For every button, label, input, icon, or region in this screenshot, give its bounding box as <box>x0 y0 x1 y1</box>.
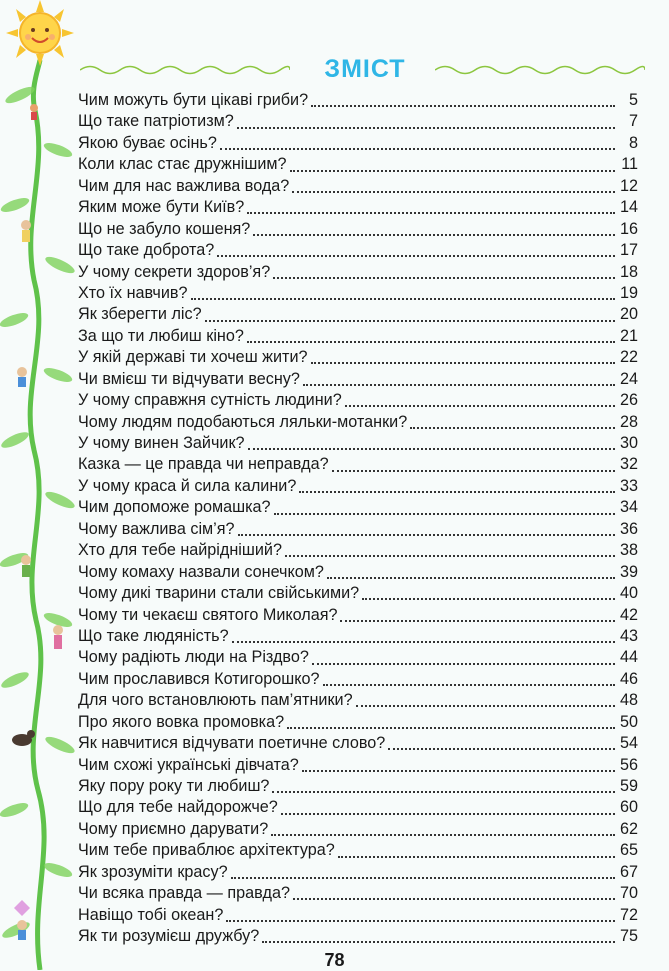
toc-entry-title: Що не забуло кошеня? <box>78 219 251 238</box>
toc-entry-page: 16 <box>619 219 638 238</box>
toc-entry-title: У чому секрети здоров’я? <box>78 262 271 281</box>
leader-dots <box>274 512 615 515</box>
toc-entry-page: 56 <box>619 755 638 774</box>
toc-entry[interactable] <box>78 304 638 325</box>
leader-dots <box>410 426 615 429</box>
leader-dots <box>253 233 615 236</box>
toc-entry[interactable] <box>78 647 638 668</box>
leader-dots <box>262 940 615 943</box>
toc-entry-page: 44 <box>619 648 638 667</box>
toc-header <box>80 55 655 85</box>
toc-entry-page: 42 <box>619 605 638 624</box>
toc-entry-page: 5 <box>628 91 638 109</box>
page-title: ЗМІСТ <box>324 55 406 83</box>
toc-entry-page: 60 <box>619 798 638 817</box>
toc-entry-page: 22 <box>619 348 638 367</box>
leader-dots <box>388 747 615 750</box>
leader-dots <box>332 469 615 472</box>
toc-entry[interactable] <box>78 776 638 797</box>
toc-entry[interactable] <box>78 690 638 711</box>
leader-dots <box>293 897 615 900</box>
toc-entry[interactable] <box>78 347 638 368</box>
header-ornament-left <box>80 63 290 77</box>
toc-entry-page: 34 <box>619 498 638 517</box>
toc-entry[interactable] <box>78 90 638 111</box>
leader-dots <box>290 169 615 172</box>
toc-entry-page: 39 <box>619 562 638 581</box>
toc-entry-title: Як навчитися відчувати поетичне слово? <box>78 734 386 753</box>
toc-entry-page: 14 <box>619 198 638 217</box>
toc-entry-title: Чим допоможе ромашка? <box>78 498 271 517</box>
leader-dots <box>191 297 615 300</box>
toc-entry-title: Казка — це правда чи неправда? <box>78 455 329 474</box>
toc-entry[interactable] <box>78 197 638 218</box>
toc-entry-page: 40 <box>619 584 638 603</box>
toc-entry[interactable] <box>78 519 638 540</box>
toc-entry-title: Чому ти чекаєш святого Миколая? <box>78 605 338 624</box>
toc-entry[interactable] <box>78 133 638 154</box>
toc-entry-title: У чому справжня сутність людини? <box>78 391 342 410</box>
toc-entry[interactable] <box>78 476 638 497</box>
toc-entry[interactable] <box>78 454 638 475</box>
toc-entry-title: Хто для тебе найрідніший? <box>78 541 282 560</box>
toc-entry-page: 7 <box>628 112 638 131</box>
child-figure-icon <box>53 625 63 649</box>
toc-entry[interactable] <box>78 605 638 626</box>
child-figure-icon <box>17 367 27 387</box>
toc-entry-title: Яку пору року ти любиш? <box>78 777 270 795</box>
toc-entry-page: 28 <box>619 412 638 431</box>
leader-dots <box>323 683 615 686</box>
leader-dots <box>340 619 615 622</box>
toc-entry[interactable] <box>78 154 638 175</box>
toc-entry-title: Що таке доброта? <box>78 241 215 260</box>
leader-dots <box>237 126 615 129</box>
leader-dots <box>327 576 615 579</box>
toc-entry-page: 65 <box>619 841 638 860</box>
toc-entry-page: 21 <box>619 326 638 345</box>
toc-entry-page: 70 <box>619 884 638 903</box>
toc-entry-title: Чому важлива сім’я? <box>78 519 235 538</box>
toc-entry-page: 62 <box>619 819 638 838</box>
leader-dots <box>287 726 615 729</box>
toc-entry[interactable] <box>78 562 638 583</box>
leader-dots <box>248 447 615 450</box>
beanstalk-vine-icon <box>0 0 80 970</box>
toc-entry-page: 72 <box>619 905 638 924</box>
toc-entry-page: 11 <box>621 155 638 174</box>
toc-entry-page: 33 <box>619 476 638 495</box>
toc-entry-title: У чому винен Зайчик? <box>78 434 245 452</box>
toc-entry-title: Що таке патріотизм? <box>78 112 234 131</box>
toc-entry[interactable] <box>78 583 638 604</box>
toc-entry-title: За що ти любиш кіно? <box>78 326 244 345</box>
leader-dots <box>292 190 615 193</box>
toc-entry-title: Чим прославився Котигорошко? <box>78 669 320 688</box>
leader-dots <box>226 919 615 922</box>
leader-dots <box>205 319 615 322</box>
toc-entry-page: 30 <box>619 434 638 452</box>
toc-entry-title: Як ти розумієш дружбу? <box>78 927 260 946</box>
toc-entry[interactable] <box>78 905 638 926</box>
toc-entry-page: 24 <box>619 369 638 388</box>
toc-entry-page: 54 <box>619 734 638 753</box>
toc-entry-title: Коли клас стає дружнішим? <box>78 155 287 174</box>
toc-entry[interactable] <box>78 755 638 776</box>
toc-entry[interactable] <box>78 412 638 433</box>
sun-icon <box>0 0 80 70</box>
toc-entry[interactable] <box>78 262 638 283</box>
table-of-contents <box>78 90 638 948</box>
toc-entry[interactable] <box>78 497 638 518</box>
toc-entry-title: Чому людям подобаються ляльки-мотанки? <box>78 412 408 431</box>
toc-entry-title: Навіщо тобі океан? <box>78 905 224 924</box>
leader-dots <box>220 147 615 150</box>
toc-entry-title: Чи вмієш ти відчувати весну? <box>78 369 300 388</box>
toc-entry[interactable] <box>78 219 638 240</box>
toc-entry[interactable] <box>78 540 638 561</box>
toc-entry[interactable] <box>78 111 638 132</box>
toc-entry[interactable] <box>78 283 638 304</box>
toc-entry-title: Як зрозуміти красу? <box>78 862 228 881</box>
leader-dots <box>217 254 615 257</box>
toc-entry[interactable] <box>78 626 638 647</box>
leader-dots <box>247 211 615 214</box>
leader-dots <box>302 769 615 772</box>
toc-entry[interactable] <box>78 712 638 733</box>
toc-entry-page: 43 <box>619 626 638 645</box>
toc-entry[interactable] <box>78 669 638 690</box>
toc-entry[interactable] <box>78 733 638 754</box>
toc-entry-title: Чим можуть бути цікаві гриби? <box>78 91 309 109</box>
toc-entry-page: 8 <box>628 133 638 152</box>
toc-entry[interactable] <box>78 433 638 454</box>
toc-entry-title: У якій державі ти хочеш жити? <box>78 348 308 367</box>
leader-dots <box>285 554 615 557</box>
toc-entry-title: Для чого встановлюють пам’ятники? <box>78 691 353 710</box>
toc-entry-title: У чому краса й сила калини? <box>78 476 297 495</box>
toc-entry-title: Чому радіють люди на Різдво? <box>78 648 309 667</box>
leader-dots <box>299 490 615 493</box>
leader-dots <box>303 383 615 386</box>
leader-dots <box>362 597 615 600</box>
page-number: 78 <box>324 950 345 970</box>
child-figure-icon <box>30 104 38 120</box>
toc-entry[interactable] <box>78 819 638 840</box>
header-ornament-right <box>435 63 645 77</box>
toc-entry-page: 19 <box>619 283 638 302</box>
toc-entry-title: Що для тебе найдорожче? <box>78 798 278 817</box>
toc-entry-title: Чому комаху назвали сонечком? <box>78 562 324 581</box>
toc-entry-page: 12 <box>619 176 638 195</box>
toc-entry-page: 48 <box>619 691 638 710</box>
toc-entry-page: 38 <box>619 541 638 560</box>
toc-entry-title: Про якого вовка промовка? <box>78 712 285 731</box>
leader-dots <box>273 276 615 279</box>
toc-entry-title: Чому дикі тварини стали свійськими? <box>78 584 360 603</box>
toc-entry-page: 18 <box>619 262 638 281</box>
toc-entry-page: 50 <box>619 712 638 731</box>
toc-entry-title: Чи всяка правда — правда? <box>78 884 291 903</box>
leader-dots <box>338 855 615 858</box>
toc-entry-page: 32 <box>619 455 638 474</box>
toc-entry-title: Чим тебе приваблює архітектура? <box>78 841 335 860</box>
toc-entry-page: 75 <box>619 927 638 946</box>
toc-entry-title: Яким може бути Київ? <box>78 198 245 217</box>
leader-dots <box>311 361 615 364</box>
leader-dots <box>231 876 615 879</box>
child-figure-icon <box>21 555 31 577</box>
leader-dots <box>272 790 615 793</box>
leader-dots <box>356 704 615 707</box>
toc-entry[interactable] <box>78 176 638 197</box>
leader-dots <box>271 833 615 836</box>
leader-dots <box>312 662 615 665</box>
toc-entry-page: 59 <box>619 777 638 795</box>
toc-entry[interactable] <box>78 797 638 818</box>
toc-entry-title: Що таке людяність? <box>78 626 229 645</box>
toc-entry-page: 17 <box>619 241 638 260</box>
toc-entry-page: 36 <box>619 519 638 538</box>
toc-entry[interactable] <box>78 240 638 261</box>
toc-entry-page: 26 <box>619 391 638 410</box>
toc-entry[interactable] <box>78 369 638 390</box>
leader-dots <box>345 404 615 407</box>
toc-entry-title: Хто їх навчив? <box>78 283 188 302</box>
leader-dots <box>238 533 615 536</box>
leader-dots <box>247 340 615 343</box>
toc-entry[interactable] <box>78 840 638 861</box>
toc-entry[interactable] <box>78 926 638 947</box>
toc-entry-title: Чим схожі українські дівчата? <box>78 755 299 774</box>
toc-entry-page: 67 <box>619 862 638 881</box>
toc-entry-title: Якою буває осінь? <box>78 133 217 152</box>
leader-dots <box>232 640 615 643</box>
toc-entry[interactable] <box>78 883 638 904</box>
toc-entry-page: 20 <box>619 305 638 324</box>
leader-dots <box>311 104 615 107</box>
child-figure-icon <box>21 220 31 242</box>
toc-entry[interactable] <box>78 326 638 347</box>
toc-entry[interactable] <box>78 862 638 883</box>
toc-entry-title: Чим для нас важлива вода? <box>78 176 290 195</box>
toc-entry-title: Чому приємно дарувати? <box>78 819 269 838</box>
leader-dots <box>281 812 615 815</box>
toc-entry-title: Як зберегти ліс? <box>78 305 202 324</box>
toc-entry-page: 46 <box>619 669 638 688</box>
toc-entry[interactable] <box>78 390 638 411</box>
